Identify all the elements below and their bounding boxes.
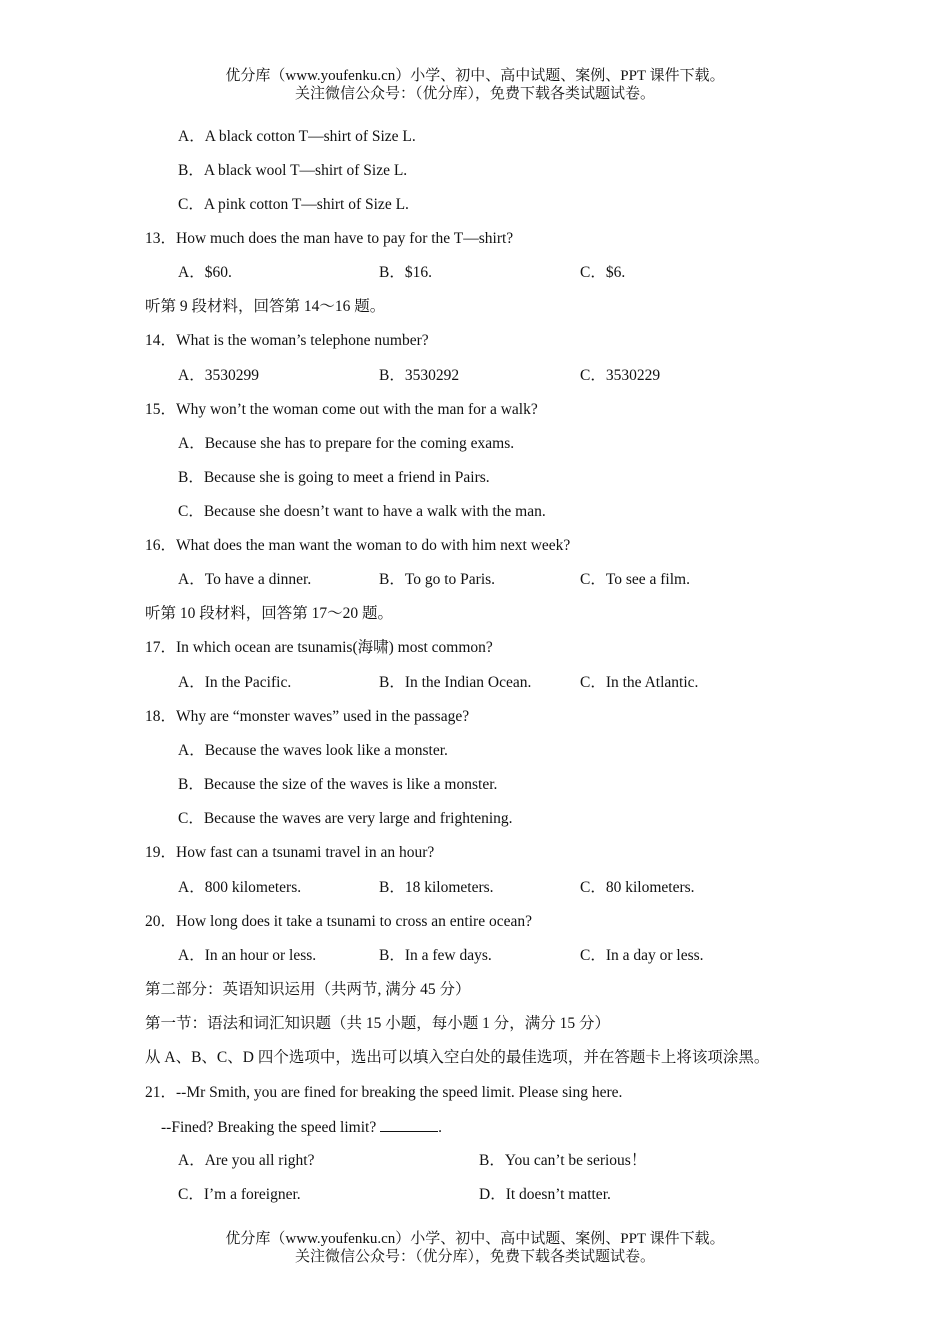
q14-stem: 14．What is the woman’s telephone number? [145,332,429,349]
q19-option-c: C．80 kilometers. [580,879,695,896]
page-footer [0,1230,950,1266]
q21-option-a: A．Are you all right? [178,1152,315,1169]
q16-option-a: A．To have a dinner. [178,571,312,588]
q15-option-b: B．Because she is going to meet a friend in Pairs. [178,469,490,486]
q21-reply-end: . [438,1119,442,1136]
q13-option-b: B．$16. [379,264,432,281]
q12-option-b: B．A black wool T—shirt of Size L. [178,162,408,179]
footer-line-2: 关注微信公众号：（优分库），免费下载各类试题试卷。 [294,1249,655,1265]
q20-option-c: C．In a day or less. [580,947,704,964]
q16-option-c: C．To see a film. [580,571,690,588]
q15-option-c: C．Because she doesn’t want to have a walk with the man. [178,503,546,520]
q16-option-b: B．To go to Paris. [379,571,496,588]
q18-option-c: C．Because the waves are very large and frightening. [178,810,513,827]
q18-stem: 18．Why are “monster waves” used in the passage? [145,708,470,725]
q14-option-c: C．3530229 [580,367,661,384]
q17-stem: 17．In which ocean are tsunamis(海啸) most common? [145,639,493,656]
footer-line-1: 优分库（www.youfenku.cn）小学、初中、高中试题、案例、PPT 课件下载。 [225,1231,725,1247]
header-line-2: 关注微信公众号：（优分库），免费下载各类试题试卷。 [294,86,655,102]
part-2-section-1-heading: 第一节：语法和词汇知识题（共 15 小题，每小题 1 分，满分 15 分） [145,1015,611,1032]
q19-option-b: B．18 kilometers. [379,879,494,896]
section-10-heading: 听第 10 段材料，回答第 17～20 题。 [145,605,394,622]
q14-option-b: B．3530292 [379,367,460,384]
q20-stem: 20．How long does it take a tsunami to cross an entire ocean? [145,913,532,930]
q13-option-a: A．$60. [178,264,232,281]
q21-stem: 21．--Mr Smith, you are fined for breaking the speed limit. Please sing here. [145,1084,623,1101]
q21-option-d: D．It doesn’t matter. [479,1186,611,1203]
q21-reply-text: --Fined? Breaking the speed limit? [161,1119,381,1136]
page-header [0,67,950,103]
q20-option-a: A．In an hour or less. [178,947,317,964]
instructions: 从 A、B、C、D 四个选项中，选出可以填入空白处的最佳选项，并在答题卡上将该项涂黑。 [145,1049,770,1066]
q18-option-a: A．Because the waves look like a monster. [178,742,448,759]
q12-option-a: A．A black cotton T—shirt of Size L. [178,128,416,145]
q14-option-a: A．3530299 [178,367,259,384]
q16-stem: 16．What does the man want the woman to do with him next week? [145,537,571,554]
q13-stem: 13．How much does the man have to pay for the T—shirt? [145,230,514,247]
q15-stem: 15．Why won’t the woman come out with the man for a walk? [145,401,538,418]
q17-option-c: C．In the Atlantic. [580,674,699,691]
section-9-heading: 听第 9 段材料，回答第 14～16 题。 [145,298,386,315]
q21-option-b: B．You can’t be serious！ [479,1152,647,1169]
q20-option-b: B．In a few days. [379,947,492,964]
part-2-heading: 第二部分：英语知识运用（共两节, 满分 45 分） [145,981,471,998]
q21-reply [161,1117,442,1138]
q19-stem: 19．How fast can a tsunami travel in an hour? [145,844,435,861]
q17-option-a: A．In the Pacific. [178,674,292,691]
answer-blank [380,1117,438,1132]
q18-option-b: B．Because the size of the waves is like a monster. [178,776,498,793]
q21-option-c: C．I’m a foreigner. [178,1186,301,1203]
header-line-1: 优分库（www.youfenku.cn）小学、初中、高中试题、案例、PPT 课件下载。 [225,68,725,84]
q13-option-c: C．$6. [580,264,626,281]
q17-option-b: B．In the Indian Ocean. [379,674,532,691]
q12-option-c: C．A pink cotton T—shirt of Size L. [178,196,409,213]
q19-option-a: A．800 kilometers. [178,879,302,896]
q15-option-a: A．Because she has to prepare for the coming exams. [178,435,515,452]
